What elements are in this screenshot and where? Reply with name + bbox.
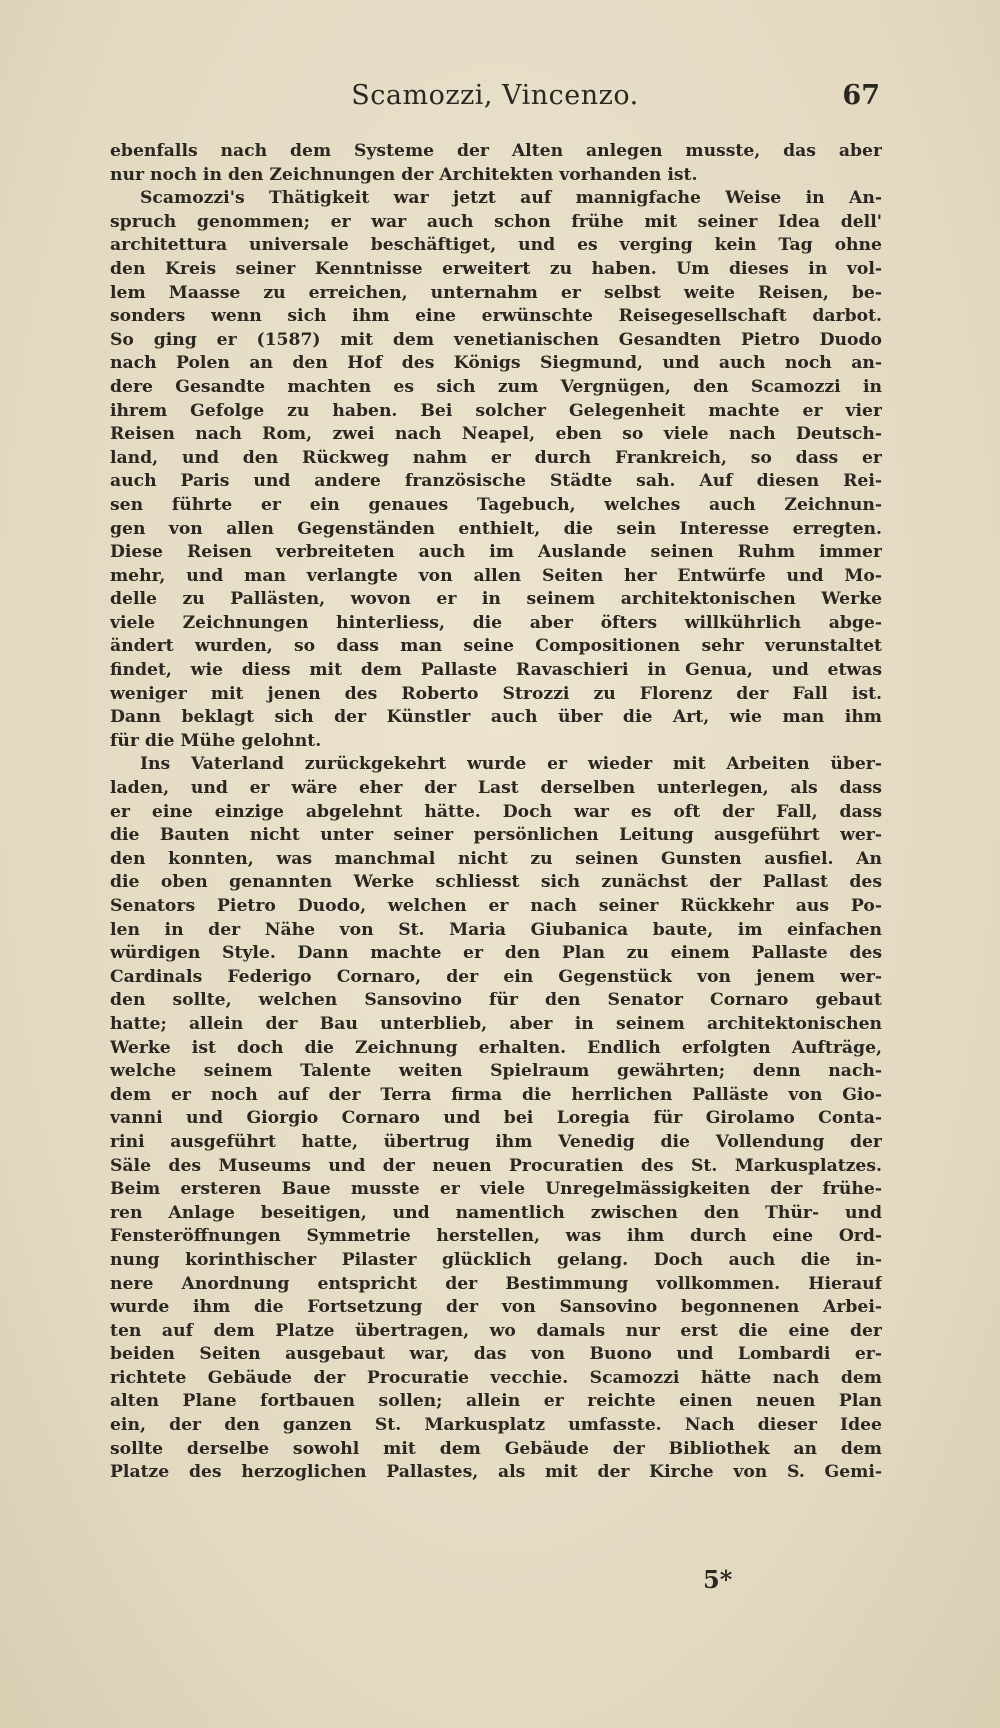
text-line: gen von allen Gegenständen enthielt, die sein Interesse erregten. — [110, 518, 882, 539]
text-line: ren Anlage beseitigen, und namentlich zwischen den Thür- und — [110, 1202, 882, 1223]
text-line: viele Zeichnungen hinterliess, die aber öfters willkührlich abge- — [110, 612, 882, 633]
text-line: Fensteröffnungen Symmetrie herstellen, was ihm durch eine Ord- — [110, 1226, 882, 1247]
text-line: len in der Nähe von St. Maria Giubanica baute, im einfachen — [110, 919, 882, 940]
text-line: Dann beklagt sich der Künstler auch über die Art, wie man ihm — [110, 707, 882, 728]
text-line: den sollte, welchen Sansovino für den Senator Cornaro gebaut — [110, 990, 882, 1011]
page-number: 67 — [842, 80, 880, 111]
text-line: ändert wurden, so dass man seine Compositionen sehr verunstaltet — [110, 636, 882, 657]
text-line: Diese Reisen verbreiteten auch im Auslande seinen Ruhm immer — [110, 542, 882, 563]
text-line: nere Anordnung entspricht der Bestimmung vollkommen. Hierauf — [110, 1273, 882, 1294]
text-line: Platze des herzoglichen Pallastes, als mit der Kirche von S. Gemi- — [110, 1462, 882, 1483]
text-line: die oben genannten Werke schliesst sich zunächst der Pallast des — [110, 872, 882, 893]
text-line: hatte; allein der Bau unterblieb, aber in seinem architektonischen — [110, 1013, 882, 1034]
text-line: beiden Seiten ausgebaut war, das von Buono und Lombardi er- — [110, 1344, 882, 1365]
text-line: ihrem Gefolge zu haben. Bei solcher Gelegenheit machte er vier — [110, 400, 882, 421]
text-line: lem Maasse zu erreichen, unternahm er selbst weite Reisen, be- — [110, 282, 882, 303]
text-line: dere Gesandte machten es sich zum Vergnügen, den Scamozzi in — [110, 376, 882, 397]
text-line: Werke ist doch die Zeichnung erhalten. Endlich erfolgten Aufträge, — [110, 1037, 882, 1058]
text-line: ten auf dem Platze übertragen, wo damals nur erst die eine der — [110, 1320, 882, 1341]
page-header — [110, 80, 880, 124]
text-line: ein, der den ganzen St. Markusplatz umfasste. Nach dieser Idee — [110, 1415, 882, 1436]
text-line: Scamozzi's Thätigkeit war jetzt auf mannigfache Weise in An- — [140, 188, 882, 209]
body-text — [110, 140, 882, 1485]
text-line: Senators Pietro Duodo, welchen er nach seiner Rückkehr aus Po- — [110, 896, 882, 916]
text-line: sen führte er ein genaues Tagebuch, welches auch Zeichnun- — [110, 494, 882, 515]
text-line: nur noch in den Zeichnungen der Architekten vorhanden ist. — [110, 164, 698, 185]
text-line: land, und den Rückweg nahm er durch Frankreich, so dass er — [110, 447, 882, 468]
text-line: wurde ihm die Fortsetzung der von Sansovino begonnenen Arbei- — [110, 1297, 882, 1318]
text-line: delle zu Pallästen, wovon er in seinem architektonischen Werke — [110, 589, 882, 610]
text-line: mehr, und man verlangte von allen Seiten her Entwürfe und Mo- — [110, 565, 882, 586]
signature-mark: 5* — [703, 1565, 733, 1594]
text-line: richtete Gebäude der Procuratie vecchie. Scamozzi hätte nach dem — [110, 1367, 882, 1388]
text-line: Reisen nach Rom, zwei nach Neapel, eben so viele nach Deutsch- — [110, 424, 882, 445]
text-line: architettura universale beschäftiget, und es verging kein Tag ohne — [110, 235, 882, 256]
text-line: rini ausgeführt hatte, übertrug ihm Venedig die Vollendung der — [110, 1131, 882, 1152]
text-line: nach Polen an den Hof des Königs Siegmund, und auch noch an- — [110, 353, 882, 374]
text-line: welche seinem Talente weiten Spielraum gewährten; denn nach- — [110, 1061, 882, 1082]
text-line: auch Paris und andere französische Städte sah. Auf diesen Rei- — [110, 471, 882, 492]
text-line: Ins Vaterland zurückgekehrt wurde er wieder mit Arbeiten über- — [140, 754, 882, 775]
text-line: Säle des Museums und der neuen Procuratien des St. Markusplatzes. — [110, 1155, 882, 1176]
text-line: den Kreis seiner Kenntnisse erweitert zu haben. Um dieses in vol- — [110, 258, 882, 279]
text-line: So ging er (1587) mit dem venetianischen Gesandten Pietro Duodo — [110, 329, 882, 350]
text-line: sonders wenn sich ihm eine erwünschte Reisegesellschaft darbot. — [110, 306, 882, 327]
text-line: er eine einzige abgelehnt hätte. Doch war es oft der Fall, dass — [110, 801, 882, 822]
text-line: sollte derselbe sowohl mit dem Gebäude der Bibliothek an dem — [110, 1438, 882, 1459]
text-line: Beim ersteren Baue musste er viele Unregelmässigkeiten der frühe- — [110, 1179, 882, 1200]
text-line: spruch genommen; er war auch schon frühe mit seiner Idea dell' — [110, 211, 882, 232]
text-line: Cardinals Federigo Cornaro, der ein Gegenstück von jenem wer- — [110, 966, 882, 987]
text-line: nung korinthischer Pilaster glücklich gelang. Doch auch die in- — [110, 1249, 882, 1270]
text-line: alten Plane fortbauen sollen; allein er reichte einen neuen Plan — [110, 1391, 882, 1412]
text-line: die Bauten nicht unter seiner persönlichen Leitung ausgeführt wer- — [110, 825, 882, 846]
text-line: ebenfalls nach dem Systeme der Alten anlegen musste, das aber — [110, 141, 882, 161]
text-line: laden, und er wäre eher der Last derselben unterlegen, als dass — [110, 778, 882, 799]
text-line: für die Mühe gelohnt. — [110, 730, 322, 751]
running-title: Scamozzi, Vincenzo. — [351, 80, 639, 111]
text-line: findet, wie diess mit dem Pallaste Ravaschieri in Genua, und etwas — [110, 660, 882, 681]
text-line: weniger mit jenen des Roberto Strozzi zu Florenz der Fall ist. — [110, 683, 882, 704]
text-line: würdigen Style. Dann machte er den Plan zu einem Pallaste des — [110, 943, 882, 964]
text-line: vanni und Giorgio Cornaro und bei Loregia für Girolamo Conta- — [110, 1108, 882, 1129]
text-line: dem er noch auf der Terra firma die herrlichen Palläste von Gio- — [110, 1084, 882, 1105]
text-line: den konnten, was manchmal nicht zu seinen Gunsten ausfiel. An — [110, 848, 882, 869]
